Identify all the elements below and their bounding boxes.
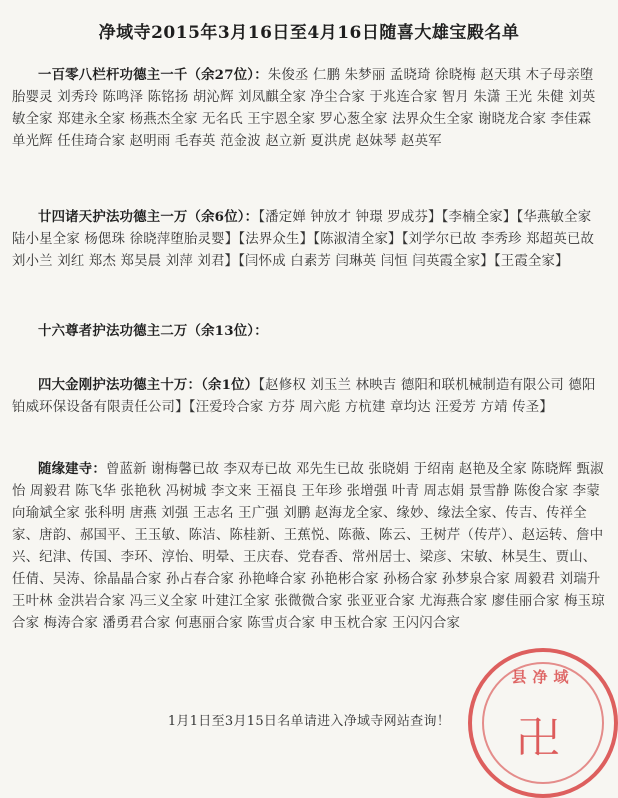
section-16-arhats [12, 320, 606, 343]
section-label: 四大金刚护法功德主十万：（余1位） [38, 377, 259, 393]
section-label: 一百零八栏杆功德主一千（余27位）： [38, 67, 268, 83]
temple-seal-stamp [468, 648, 618, 798]
swastika-icon: 卍 [516, 713, 560, 764]
section-4-vajra [12, 374, 606, 419]
section-label: 廿四诸天护法功德主一万（余6位）： [38, 209, 259, 225]
section-label: 十六尊者护法功德主二万（余13位）： [38, 323, 268, 339]
footer-note: 1月1日至3月15日名单请进入净域寺网站查询！ [167, 714, 451, 729]
section-names: 朱俊丞 仁鹏 朱梦丽 孟晓琦 徐晓梅 赵天琪 木子母亲堕胎婴灵 刘秀玲 陈鸣泽 陈铭扬 胡沁辉 刘凤麒全家 净尘合家 于兆连合家 智月 朱潇 王光 朱健 刘英敏全家 郑建永全家 杨燕杰全家 无名氏 王宇恩全家 罗心葱全家 法界众生全家 谢晓龙合家 李佳霖 单光辉 任佳琦合家 赵明雨 毛春英 范金波 赵立新 夏洪虎 赵妹琴 赵英军 [12, 68, 596, 149]
seal-text: 县净域 [511, 668, 575, 686]
section-108-railings [12, 64, 606, 153]
section-label: 随缘建寺： [38, 461, 106, 477]
section-names: 曾蓝新 谢梅馨已故 李双寿已故 邓先生已故 张晓娟 于绍南 赵艳及全家 陈晓辉 甄淑怡 周毅君 陈飞华 张艳秋 冯树城 李文来 王福良 王年珍 张增强 叶青 周志娟 景雪静 陈俊合家 李蒙 向瑜斌全家 张科明 唐燕 刘强 王志名 王广强 刘鹏 赵海龙全家、缘妙、缘法全家、传吉、传祥全家、唐韵、郝国平、王玉敏、陈洁、陈桂新、王蕉悦、陈薇、陈云、王树芹（传芹）、赵运转、詹中兴、纪津、传国、李环、淳怡、明晕、王庆春、党春香、常州居士、梁彦、宋敏、林昊生、贾山、任倩、吴涛、徐晶晶合家 孙占春合家 孙艳峰合家 孙艳彬合家 孙杨合家 孙梦泉合家 周毅君 刘瑞升 王叶林 金洪岩合家 冯三义全家 叶建江全家 张微微合家 张亚亚合家 尤海燕合家 廖佳丽合家 梅玉琼合家 梅涛合家 潘勇君合家 何惠丽合家 陈雪贞合家 申玉枕合家 王闪闪合家 [12, 462, 605, 631]
section-random-donations [12, 458, 606, 635]
page-title: 净域寺2015年3月16日至4月16日随喜大雄宝殿名单 [98, 23, 520, 43]
section-names: 【潘定婵 钟放才 钟璟 罗成芬】【李楠全家】【华燕敏全家 陆小星全家 杨偲珠 徐晓萍堕胎灵婴】【法界众生】【陈淑清全家】【刘学尔已故 李秀珍 郑超英已故 刘小兰 刘红 郑杰 郑昊晨 刘萍 刘君】【闫怀成 白素芳 闫琳英 闫恒 闫英霞全家】【王霞全家】 [12, 210, 595, 269]
section-names: 【赵修权 刘玉兰 林映吉 德阳和联机械制造有限公司 德阳铂威环保设备有限责任公司】【汪爱玲合家 方芬 周六彪 方杭建 章均达 汪爱芳 方靖 传圣】 [12, 378, 596, 415]
section-24-devas [12, 206, 606, 273]
